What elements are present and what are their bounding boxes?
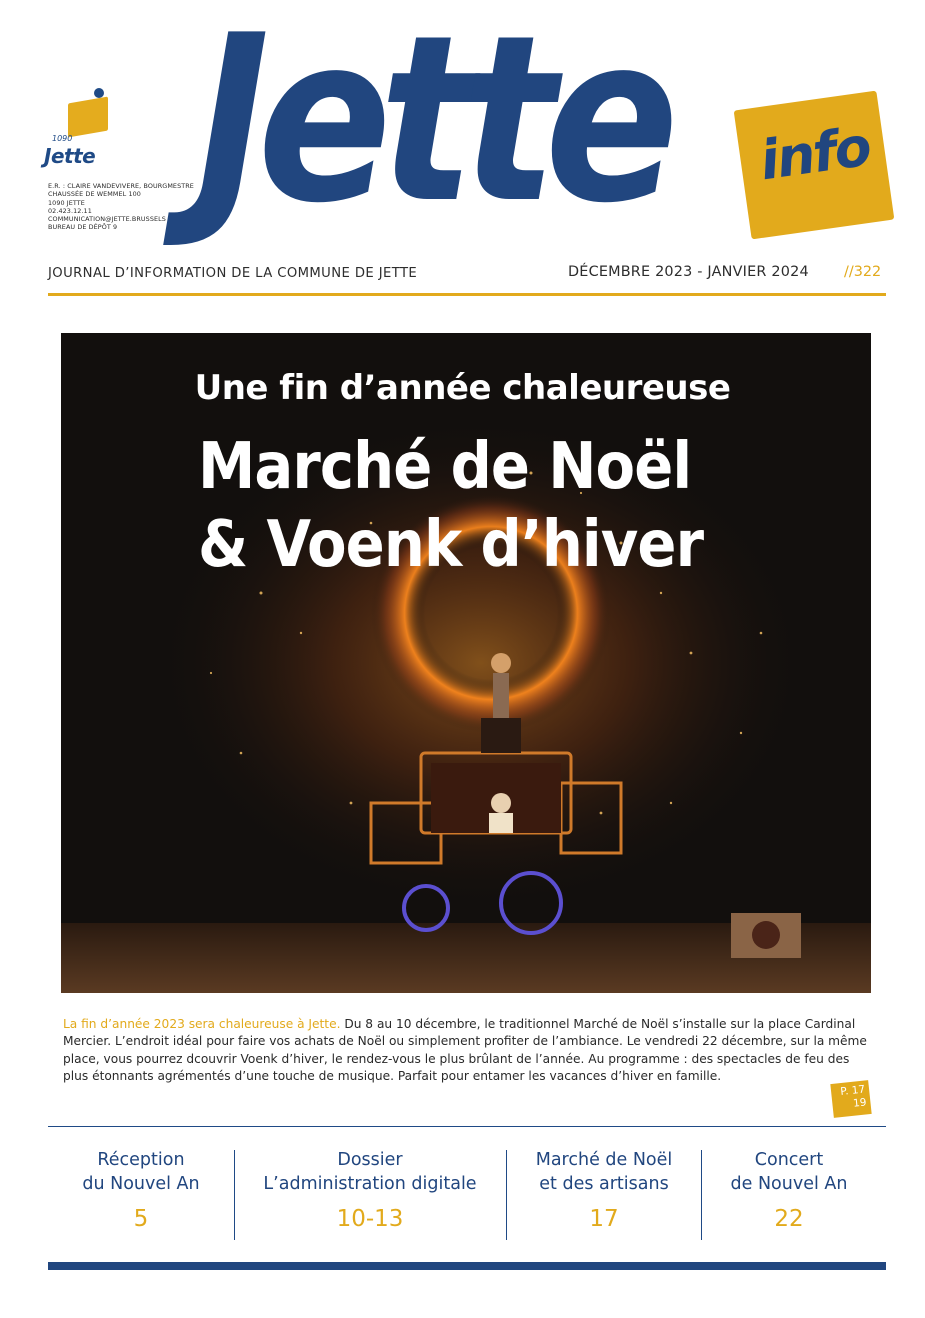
teaser-divider (234, 1150, 235, 1240)
commune-logo (44, 88, 120, 172)
teaser-title-1: Dossier (337, 1150, 403, 1170)
teaser-title-2: et des artisans (539, 1174, 669, 1194)
lead-highlight: La fin d’année 2023 sera chaleureuse à Jette. (63, 1017, 341, 1031)
teaser-divider (506, 1150, 507, 1240)
teaser-marche[interactable] (508, 1148, 700, 1232)
editor-line: E.R. : CLAIRE VANDEVIVERE, BOURGMESTRE (48, 182, 194, 190)
top-rule (48, 293, 886, 296)
teaser-title-2: de Nouvel An (730, 1174, 848, 1194)
bottom-rule (48, 1262, 886, 1270)
editor-line: 02.423.12.11 (48, 206, 92, 215)
teaser-title-2: du Nouvel An (82, 1174, 200, 1194)
logo-word: Jette (44, 144, 96, 168)
teaser-page: 17 (589, 1206, 619, 1232)
editor-line: 1090 JETTE (48, 198, 85, 207)
editor-line: BUREAU DE DÉPÔT 9 (48, 223, 118, 232)
masthead-title: Jette (196, 0, 667, 254)
headline-line-2: & Voenk d’hiver (198, 508, 704, 582)
lead-body: Du 8 au 10 décembre, le traditionnel Marché de Noël s’installe sur la place Cardinal Mercier. L’endroit idéal pour faire vos achats de Noël ou simplement profiter de l’ambiance. Le vendredi 22 décembre, sur la même place, vous pourrez dcouvrir Voenk d’hiver, le rendez-vous le plus brûlant de l’année. Au programme : des spectacles de feu des plus étonnants agrémentés d’une touche de musique. Parfait pour entamer les vacances d’hiver en famille. (63, 1017, 867, 1083)
teaser-title-1: Marché de Noël (535, 1150, 673, 1170)
editor-line: CHAUSSÉE DE WEMMEL 100 (48, 190, 141, 199)
teaser-divider (701, 1150, 702, 1240)
page-reference-badge (830, 1080, 871, 1118)
editor-line: COMMUNICATION@JETTE.BRUSSELS (48, 215, 166, 224)
headline-line-1: Marché de Noël (198, 430, 692, 504)
teaser-page: 10-13 (336, 1206, 404, 1232)
teaser-concert[interactable] (703, 1148, 875, 1232)
cover-headline (198, 428, 703, 584)
issue-number: //322 (844, 264, 882, 280)
teaser-title-2: L’administration digitale (263, 1174, 477, 1194)
teaser-page: 22 (774, 1206, 804, 1232)
teaser-title-1: Concert (754, 1150, 824, 1170)
teaser-page: 5 (133, 1206, 149, 1232)
journal-subtitle: JOURNAL D’INFORMATION DE LA COMMUNE DE JETTE (48, 266, 418, 281)
logo-number: 1090 (52, 134, 73, 143)
editor-info (48, 182, 218, 232)
page-ref-line-2: 19 (852, 1096, 868, 1110)
lead-paragraph (63, 1016, 871, 1085)
teaser-title-1: Réception (97, 1150, 185, 1170)
middle-rule (48, 1126, 886, 1127)
info-badge-label: info (756, 114, 874, 193)
page-ref-line-1: P. 17 (839, 1083, 866, 1099)
cover-kicker: Une fin d’année chaleureuse (194, 368, 731, 408)
teaser-reception[interactable] (48, 1148, 234, 1232)
issue-date: DÉCEMBRE 2023 - JANVIER 2024 (568, 264, 809, 280)
teaser-dossier[interactable] (236, 1148, 504, 1232)
logo-flag-icon (68, 96, 108, 137)
